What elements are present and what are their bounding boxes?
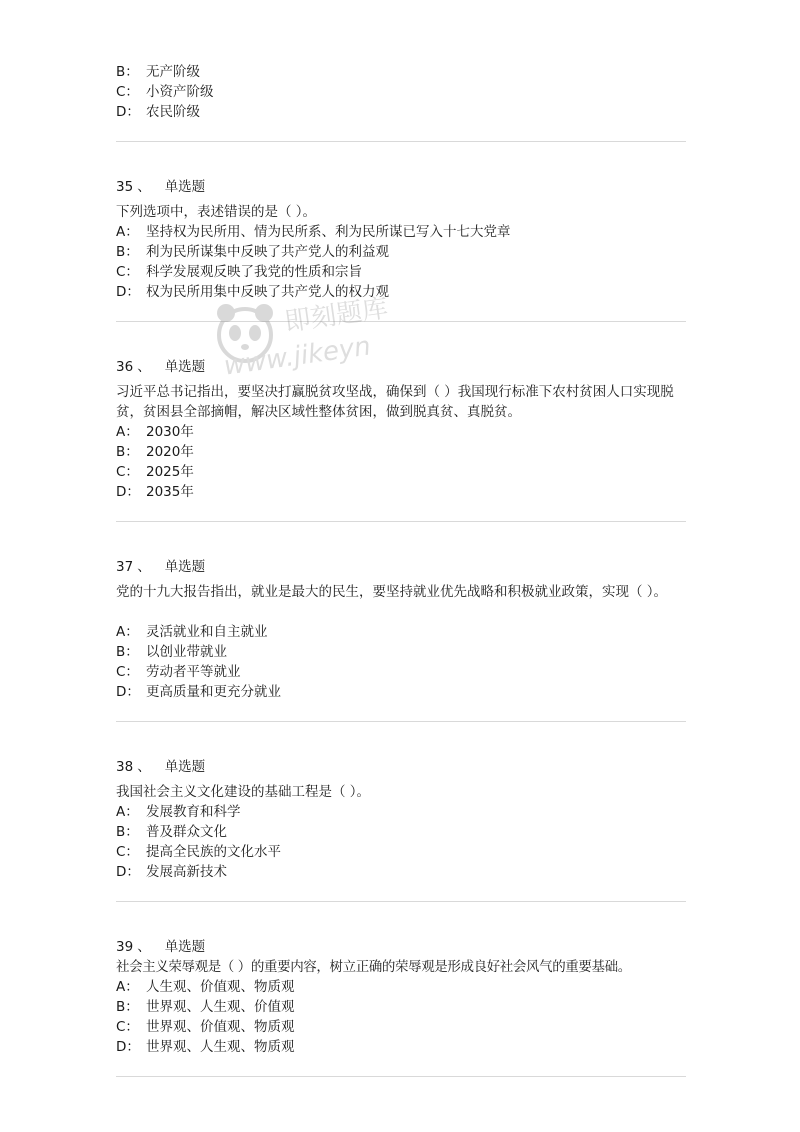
question-35-option-a: A： 坚持权为民所用、情为民所系、利为民所谋已写入十七大党章 bbox=[116, 224, 511, 240]
question-divider bbox=[116, 1076, 686, 1077]
question-35-option-d: D： 权为民所用集中反映了共产党人的权力观 bbox=[116, 284, 389, 300]
question-38-option-d: D： 发展高新技术 bbox=[116, 864, 227, 880]
option-d: D： 农民阶级 bbox=[116, 104, 200, 120]
question-divider bbox=[116, 141, 686, 142]
question-35-option-b: B： 利为民所谋集中反映了共产党人的利益观 bbox=[116, 244, 389, 260]
question-37-option-d: D： 更高质量和更充分就业 bbox=[116, 684, 281, 700]
question-divider bbox=[116, 521, 686, 522]
question-39-option-b: B： 世界观、人生观、价值观 bbox=[116, 999, 295, 1015]
question-38-option-c: C： 提高全民族的文化水平 bbox=[116, 844, 281, 860]
question-36-option-d: D： 2035年 bbox=[116, 484, 194, 500]
question-37-option-b: B： 以创业带就业 bbox=[116, 644, 227, 660]
question-39-option-a: A： 人生观、价值观、物质观 bbox=[116, 979, 295, 995]
watermark-url: www.jikeyn bbox=[222, 331, 373, 382]
question-38-header: 38 、 单选题 bbox=[116, 759, 206, 775]
option-c: C： 小资产阶级 bbox=[116, 84, 214, 100]
question-divider bbox=[116, 721, 686, 722]
watermark-brand: 即刻题库 bbox=[282, 293, 391, 338]
question-37-option-c: C： 劳动者平等就业 bbox=[116, 664, 241, 680]
question-39-option-c: C： 世界观、价值观、物质观 bbox=[116, 1019, 295, 1035]
question-36-option-a: A： 2030年 bbox=[116, 424, 194, 440]
question-37-stem: 党的十九大报告指出，就业是最大的民生，要坚持就业优先战略和积极就业政策，实现（ ）。 bbox=[116, 584, 668, 600]
question-37-option-a: A： 灵活就业和自主就业 bbox=[116, 624, 268, 640]
question-36-option-c: C： 2025年 bbox=[116, 464, 194, 480]
question-36-option-b: B： 2020年 bbox=[116, 444, 194, 460]
question-38-option-a: A： 发展教育和科学 bbox=[116, 804, 241, 820]
option-b: B： 无产阶级 bbox=[116, 64, 200, 80]
question-35-header: 35 、 单选题 bbox=[116, 179, 206, 195]
question-38-option-b: B： 普及群众文化 bbox=[116, 824, 227, 840]
question-37-header: 37 、 单选题 bbox=[116, 559, 206, 575]
question-36-header: 36 、 单选题 bbox=[116, 359, 206, 375]
question-38-stem: 我国社会主义文化建设的基础工程是（ ）。 bbox=[116, 784, 371, 800]
panda-logo-icon bbox=[210, 298, 280, 368]
question-divider bbox=[116, 901, 686, 902]
question-39-option-d: D： 世界观、人生观、物质观 bbox=[116, 1039, 295, 1055]
question-35-option-c: C： 科学发展观反映了我党的性质和宗旨 bbox=[116, 264, 362, 280]
question-divider bbox=[116, 321, 686, 322]
question-35-stem: 下列选项中，表述错误的是（ ）。 bbox=[116, 204, 317, 220]
question-36-stem: 习近平总书记指出，要坚决打赢脱贫攻坚战，确保到（ ）我国现行标准下农村贫困人口实现脱贫，贫困县全部摘帽，解决区域性整体贫困，做到脱真贫、真脱贫。 bbox=[116, 384, 674, 420]
question-39-stem: 社会主义荣辱观是（ ）的重要内容，树立正确的荣辱观是形成良好社会风气的重要基础。 bbox=[116, 959, 631, 975]
question-39-header: 39 、 单选题 bbox=[116, 939, 206, 955]
